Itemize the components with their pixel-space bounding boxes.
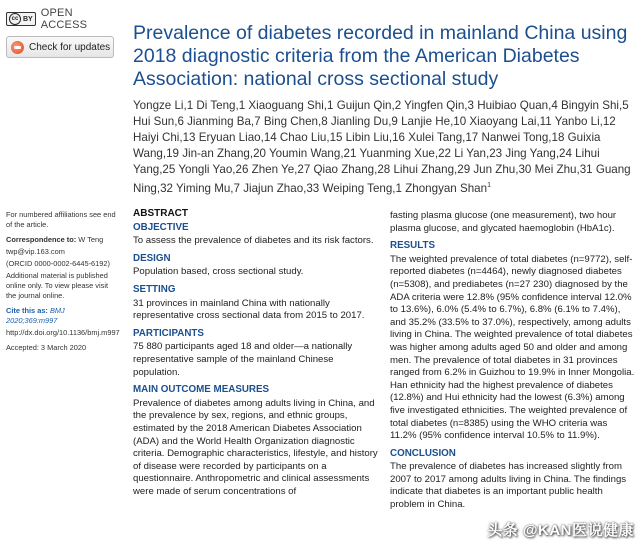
check-for-updates-label: Check for updates <box>29 41 111 53</box>
outcome-measures-heading: MAIN OUTCOME MEASURES <box>133 384 270 396</box>
cite-label: Cite this as: <box>6 306 48 315</box>
additional-material-note: Additional material is published online only. To view please visit the journal online. <box>6 271 109 300</box>
check-for-updates-button[interactable] <box>6 36 114 58</box>
results-heading: RESULTS <box>390 240 435 252</box>
citation <box>6 306 118 326</box>
setting-text: 31 provinces in mainland China with nationally representative cross sectional data from 2015 to 2017. <box>133 297 365 322</box>
crossmark-icon <box>11 41 24 54</box>
open-access-label: OPEN ACCESS <box>40 7 88 31</box>
outcome-measures-continued: fasting plasma glucose (one measurement), two hour plasma glucose, and glycated haemoglobin (HbA1c). <box>390 210 617 234</box>
correspondence-label: Correspondence to: <box>6 235 77 244</box>
abstract-heading: ABSTRACT <box>133 208 188 219</box>
cc-icon: cc <box>9 13 21 25</box>
watermark: 头条 @KAN医说健康 <box>487 522 634 539</box>
open-access-row <box>6 7 118 31</box>
article-metadata <box>6 210 118 355</box>
author-list <box>133 98 633 197</box>
correspondence-name: W Teng <box>78 235 104 244</box>
email-link[interactable]: twp@vip.163.com <box>6 247 65 256</box>
conclusion-heading: CONCLUSION <box>390 447 456 459</box>
correspondence <box>6 235 118 245</box>
accepted-date: Accepted: 3 March 2020 <box>6 343 87 352</box>
orcid[interactable]: (ORCID 0000-0002-6445-6192) <box>6 259 110 268</box>
objective-heading: OBJECTIVE <box>133 221 189 233</box>
cc-by-icon: BY <box>23 15 33 23</box>
author-name: Yongze Li,1 Di Teng,1 Xiaoguang Shi,1 Guijun Qin,2 Yingfen Qin,3 Huibiao Quan,4 Bingyin Shi,5 Hui Sun,6 Jianming Ba,7 Bing Chen,8 Jianling Du,9 Lanjie He,10 Xiaoyang Lai,11 Yanbo Li,12 Haiyi Chi,13 Eryuan Liao,14 Chao Liu,15 Libin Liu,16 Xulei Tang,17 Nanwei Tong,18 Guixia Wang,19 Jin-an Zhang,20 Youmin Wang,21 Yuanming Xue,22 Li Yan,23 Jing Yang,24 Lihui Yang,25 Yongli Yao,26 Zhen Ye,27 Qiao Zhang,28 Lihui Zhang,29 Jun Zhu,30 Mei Zhu,31 Guang Ning,32 Yiming Mu,7 Jiajun Zhao,33 Weiping Teng,1 Zhongyan Shan <box>133 99 631 195</box>
cite-ref[interactable]: BMJ 2020;369:m997 <box>6 306 65 325</box>
article-title: Prevalence of diabetes recorded in mainland China using 2018 diagnostic criteria from the American Diabetes Association: national cross sectional study <box>133 22 628 90</box>
objective-text: To assess the prevalence of diabetes and its risk factors. <box>133 235 374 247</box>
setting-heading: SETTING <box>133 283 176 295</box>
creative-commons-badge <box>6 12 36 26</box>
participants-heading: PARTICIPANTS <box>133 327 204 339</box>
outcome-measures-text: Prevalence of diabetes among adults living in China, and the prevalence by sex, regions, and ethnic groups, estimated by the 2018 American Diabetes Association (ADA) and the World Health Organization diagnostic criteria. Demographic characteristics, lifestyle, and history of disease were recorded by participants on a questionnaire. Anthropometric and clinical assessments were made of serum concentrations of <box>133 397 378 497</box>
design-text: Population based, cross sectional study. <box>133 266 304 278</box>
results-text: The weighted prevalence of total diabetes (n=9772), self-reported diabetes (n=4464), newly diagnosed diabetes (n=5308), and prediabetes (n=27 230) diagnosed by the ADA criteria were 12.8% (95% confidence interval 12.0% to 13.6%), 6.0% (5.4% to 6.7%), 6.8% (6.1% to 7.4%), and 35.2% (33.5% to 37.0%), respectively, among adults living in China. The weighted prevalence of total diabetes was higher among adults aged 50 and older and among men. The prevalence of total diabetes in 31 provinces ranged from 6.2% in Guizhou to 19.9% in Inner Mongolia. Han ethnicity had the highest prevalence of diabetes (12.8%) and Hui ethnicity had the lowest (6.3%) among five investigated ethnicities. The weighted prevalence of total diabetes (n=8385) using the WHO criteria was 11.2% (95% confidence interval 10.5% to 11.9%). <box>390 253 635 442</box>
abstract-column-2 <box>390 210 635 512</box>
left-sidebar-top <box>6 7 118 58</box>
affiliations-note: For numbered affiliations see end of the article. <box>6 210 116 229</box>
conclusion-text: The prevalence of diabetes has increased slightly from 2007 to 2017 among adults living in China. The findings indicate that diabetes is an important public health problem in China. <box>390 461 627 511</box>
design-heading: DESIGN <box>133 252 171 264</box>
abstract-column-1 <box>133 208 378 498</box>
doi-link[interactable]: http://dx.doi.org/10.1136/bmj.m997 <box>6 328 120 337</box>
affiliation-number: 1 <box>487 182 491 189</box>
participants-text: 75 880 participants aged 18 and older—a nationally representative sample of the mainland Chinese population. <box>133 341 353 378</box>
